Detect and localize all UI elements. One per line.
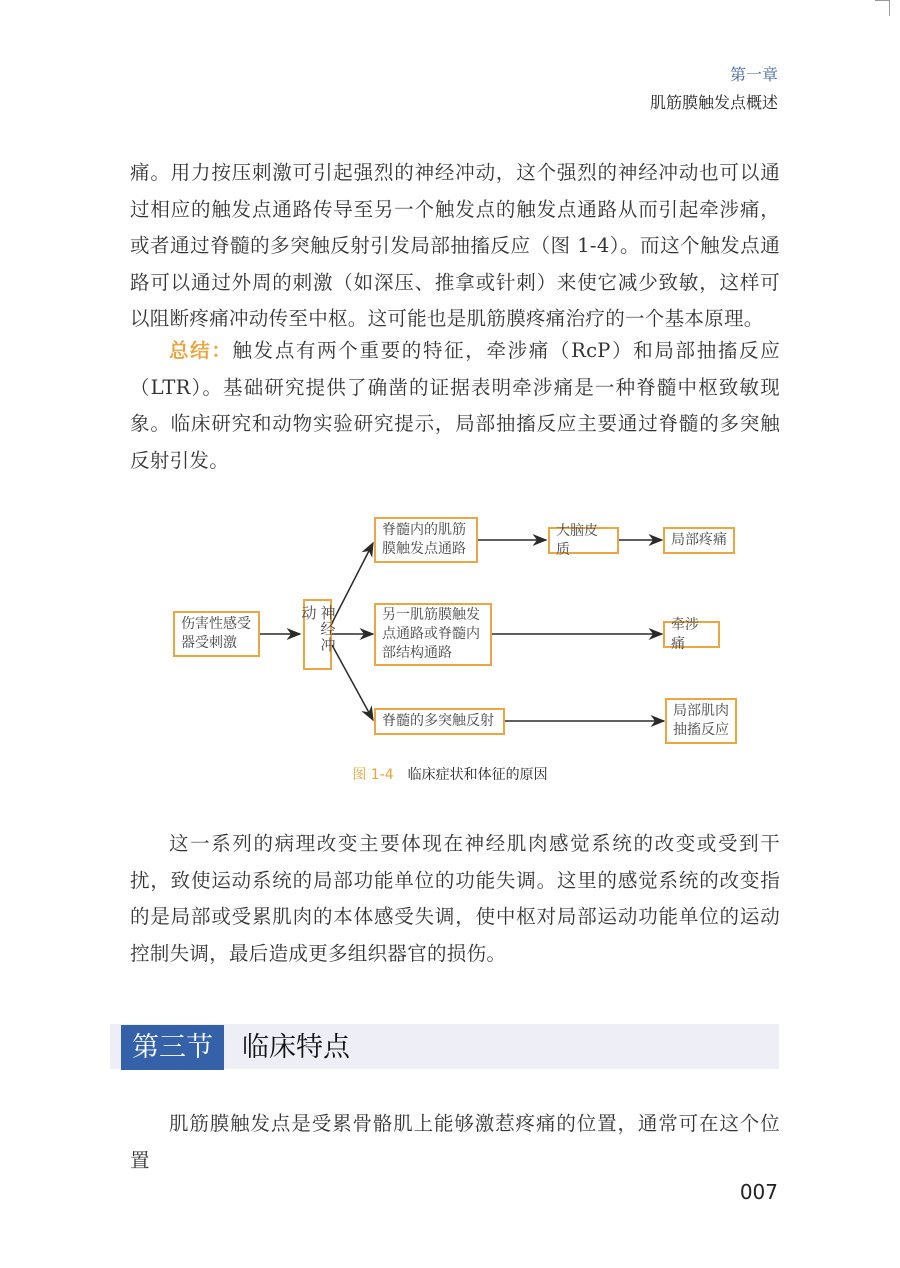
body-paragraph-1: 痛。用力按压刺激可引起强烈的神经冲动，这个强烈的神经冲动也可以通过相应的触发点通路传导至另一个触发点的触发点通路从而引起牵涉痛，或者通过脊髓的多突触反射引发局部抽搐反应（图 1-4）。而这个触发点通路可以通过外周的刺激（如深压、推拿或针刺）来使它减少致敏，这样可以阻断疼痛冲动传至中枢。这可能也是肌筋膜疼痛治疗的一个基本原理。 [130,161,780,330]
body-paragraph-4: 肌筋膜触发点是受累骨骼肌上能够激惹疼痛的位置，通常可在这个位置 [130,1112,780,1172]
box-stimulus: 伤害性感受器受刺激 [173,611,260,657]
box-other-trigger-pathway: 另一肌筋膜触发点通路或脊髓内部结构通路 [374,603,492,666]
figure-caption-text: 临床症状和体征的原因 [407,767,548,783]
summary-label: 总结： [169,339,233,362]
running-header-title: 肌筋膜触发点概述 [649,93,778,112]
page-number: 007 [739,1180,778,1204]
section-title: 临床特点 [242,1032,350,1063]
section-number: 第三节 [121,1025,224,1070]
box-polysynaptic-reflex: 脊髓的多突触反射 [374,708,505,735]
figure-caption [0,764,900,784]
crop-mark [875,0,890,16]
box-spinal-trigger-pathway: 脊髓内的肌筋膜触发点通路 [374,517,478,563]
summary-paragraph [130,333,780,479]
box-local-pain: 局部疼痛 [663,527,735,554]
box-nerve-impulse: 神经冲动 [303,599,332,670]
box-local-twitch-response: 局部肌肉抽搐反应 [665,698,737,744]
running-header-chapter: 第一章 [729,65,778,84]
body-paragraph-3: 这一系列的病理改变主要体现在神经肌肉感觉系统的改变或受到干扰，致使运动系统的局部功能单位的功能失调。这里的感觉系统的改变指的是局部或受累肌肉的本体感受失调，使中枢对局部运动功能单位的运动控制失调，最后造成更多组织器官的损伤。 [130,832,780,965]
box-referred-pain: 牵涉痛 [663,621,720,648]
figure-number: 图 1-4 [352,767,394,783]
summary-text: 触发点有两个重要的特征，牵涉痛（RcP）和局部抽搐反应（LTR）。基础研究提供了确凿的证据表明牵涉痛是一种脊髓中枢致敏现象。临床研究和动物实验研究提示，局部抽搐反应主要通过脊髓的多突触反射引发。 [130,339,781,472]
box-cerebral-cortex: 大脑皮质 [548,527,619,554]
